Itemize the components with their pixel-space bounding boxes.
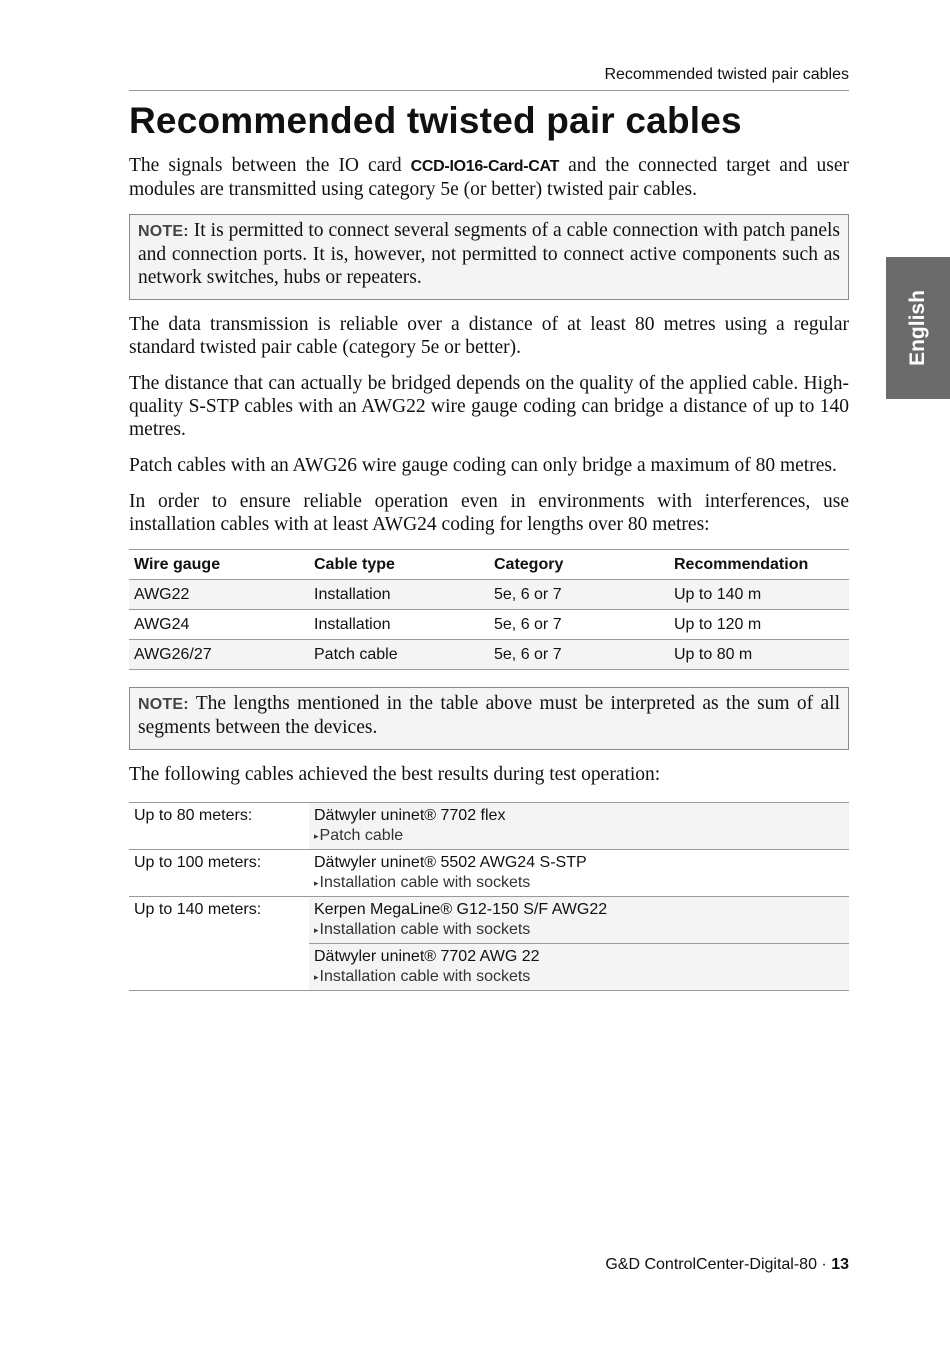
table-cell: AWG22 — [129, 580, 309, 610]
table-row — [129, 850, 849, 897]
distance-label: Up to 100 meters: — [129, 850, 309, 897]
triangle-bullet-icon: ▸ — [314, 972, 319, 982]
table-cell: AWG24 — [129, 610, 309, 640]
intro-text-start: The signals between the IO card — [129, 155, 411, 176]
distance-label: Up to 80 meters: — [129, 803, 309, 850]
cable-type — [314, 967, 844, 987]
distance-label: Up to 140 meters: — [129, 897, 309, 991]
table-row — [129, 897, 849, 944]
cable-type-text: Patch cable — [319, 827, 404, 844]
intro-paragraph — [129, 154, 849, 201]
column-header: Cable type — [309, 550, 489, 580]
intro-text-end: and the connected target and user modules are transmitted using category 5e (or better) twisted pair cables. — [129, 155, 849, 200]
paragraph-reliability: The data transmission is reliable over a distance of at least 80 metres using a regular standard twisted pair cable (category 5e or better). — [129, 314, 849, 358]
table-row — [129, 580, 849, 610]
page-footer — [129, 1256, 849, 1274]
cable-name: Dätwyler uninet® 7702 flex — [314, 807, 506, 824]
running-header: Recommended twisted pair cables — [129, 66, 849, 91]
table-cell: 5e, 6 or 7 — [489, 610, 669, 640]
tested-cables-table — [129, 802, 849, 991]
note-box — [129, 214, 849, 300]
note-text: The lengths mentioned in the table above must be interpreted as the sum of all segments between the devices. — [138, 693, 840, 738]
wire-gauge-table — [129, 549, 849, 670]
language-tab-label: English — [906, 290, 929, 366]
cable-type — [314, 920, 844, 940]
paragraph-distance: The distance that can actually be bridged depends on the quality of the applied cable. High-quality S-STP cables with an AWG22 wire gauge coding can bridge a distance of up to 140 metres. — [129, 373, 849, 440]
note-text: It is permitted to connect several segments of a cable connection with patch panels and connection ports. It is, however, not permitted to connect active components such as network switches, hubs or repeaters. — [138, 220, 840, 288]
paragraph-patch-cables: Patch cables with an AWG26 wire gauge coding can only bridge a maximum of 80 metres. — [129, 455, 837, 476]
table-cell: Patch cable — [309, 640, 489, 670]
page-number: 13 — [831, 1256, 849, 1273]
column-header: Recommendation — [669, 550, 849, 580]
cable-type-text: Installation cable with sockets — [319, 968, 531, 985]
table-row — [129, 803, 849, 850]
triangle-bullet-icon: ▸ — [314, 878, 319, 888]
note-label: NOTE: — [138, 696, 189, 713]
language-tab — [886, 257, 950, 399]
cable-entry — [309, 897, 849, 944]
table-cell: Up to 140 m — [669, 580, 849, 610]
document-title: G&D ControlCenter-Digital-80 · — [605, 1256, 832, 1273]
product-name: CCD-IO16-Card-CAT — [410, 158, 560, 175]
cable-entry — [309, 944, 849, 991]
triangle-bullet-icon: ▸ — [314, 925, 319, 935]
cable-entry — [309, 803, 849, 850]
cable-name: Dätwyler uninet® 5502 AWG24 S-STP — [314, 854, 587, 871]
table-cell: Installation — [309, 580, 489, 610]
cable-type — [314, 826, 844, 846]
main-content — [129, 154, 849, 991]
table-cell: 5e, 6 or 7 — [489, 580, 669, 610]
table-cell: AWG26/27 — [129, 640, 309, 670]
column-header: Wire gauge — [129, 550, 309, 580]
table-row — [129, 640, 849, 670]
table-header-row — [129, 550, 849, 580]
cable-type — [314, 873, 844, 893]
table-cell: Installation — [309, 610, 489, 640]
triangle-bullet-icon: ▸ — [314, 831, 319, 841]
table-cell: 5e, 6 or 7 — [489, 640, 669, 670]
note-label: NOTE: — [138, 223, 189, 240]
column-header: Category — [489, 550, 669, 580]
paragraph-installation: In order to ensure reliable operation even in environments with interferences, use installation cables with at least AWG24 coding for lengths over 80 metres: — [129, 491, 849, 535]
cable-type-text: Installation cable with sockets — [319, 921, 531, 938]
cable-entry — [309, 850, 849, 897]
table-row — [129, 610, 849, 640]
table-cell: Up to 120 m — [669, 610, 849, 640]
table-cell: Up to 80 m — [669, 640, 849, 670]
page-title: Recommended twisted pair cables — [129, 100, 742, 141]
note-box — [129, 687, 849, 750]
cable-name: Dätwyler uninet® 7702 AWG 22 — [314, 948, 540, 965]
cable-type-text: Installation cable with sockets — [319, 874, 531, 891]
cable-name: Kerpen MegaLine® G12-150 S/F AWG22 — [314, 901, 608, 918]
paragraph-test-results: The following cables achieved the best results during test operation: — [129, 764, 661, 785]
